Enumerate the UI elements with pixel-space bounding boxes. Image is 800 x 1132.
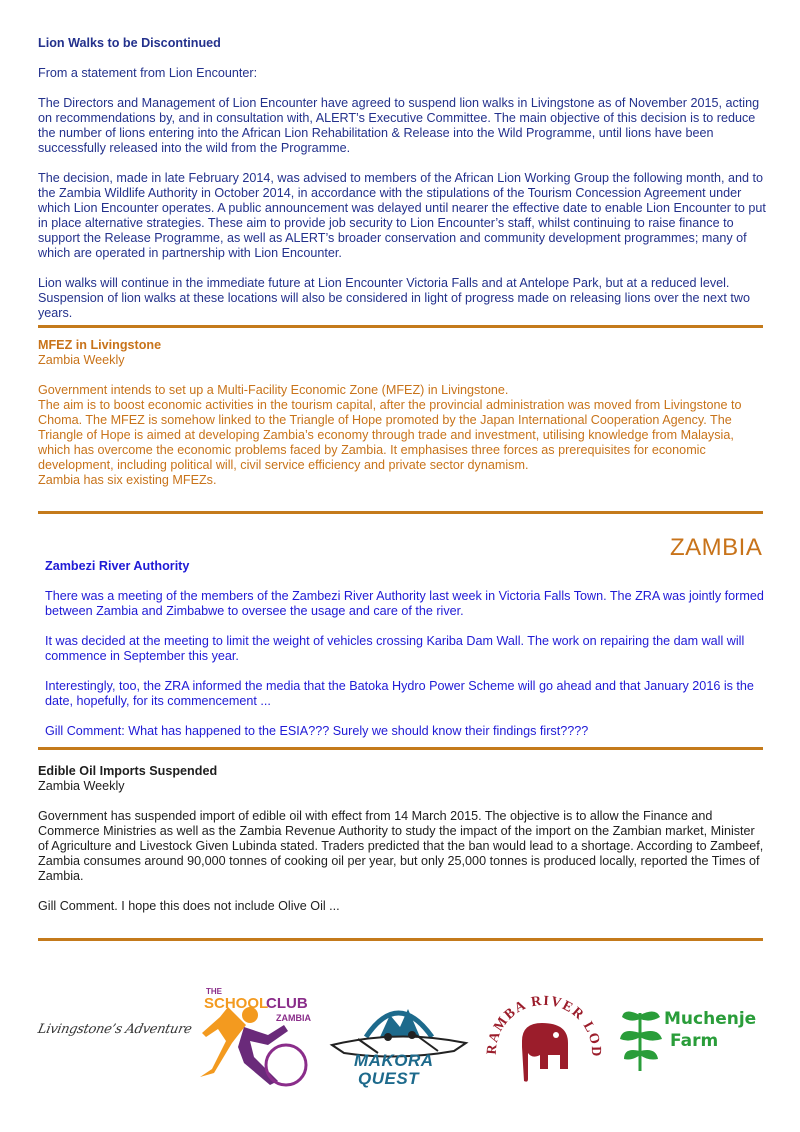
article-source: Zambia Weekly <box>38 353 125 367</box>
logo-text: QUEST <box>358 1069 420 1088</box>
logo-text: CLUB <box>266 995 308 1012</box>
livingstones-adventure-logo <box>36 1020 194 1050</box>
sponsor-logos <box>0 975 800 1095</box>
muchenje-farm-logo <box>620 1003 760 1078</box>
region-heading: ZAMBIA <box>670 534 763 561</box>
article-line: Government intends to set up a Multi-Facility Economic Zone (MFEZ) in Livingstone. <box>38 383 509 397</box>
article-line: The aim is to boost economic activities in the tourism capital, after the provincial administration was moved from Livingstone to Choma. The MFEZ is somehow linked to the Triangle of Hope promoted by the Japan International Cooperation Agency. The Triangle of Hope is aimed at developing Zambia’s economy through trade and investment, utilising knowledge from Malaysia, which has overcome the economic problems faced by Zambia. It emphasises three forces as prerequisites for economic development, including political will, civil service efficiency and private sector dynamism. <box>38 398 742 472</box>
article-mfez <box>38 338 768 488</box>
leaf-icon <box>620 1003 662 1073</box>
section-divider <box>38 325 763 328</box>
article-lion-walks <box>38 36 768 321</box>
article-paragraph: The Directors and Management of Lion Encounter have agreed to suspend lion walks in Livingstone as of November 2015, acting on recommendations by, and in consultation with, ALERT’s Executive Committee. The main objective of this decision is to reduce the number of lions entering into the African Lion Rehabilitation & Release into the Wild Programme, until lions have been successfully released into the wild from the Programme. <box>38 96 760 155</box>
logo-text: RAMBA RIVER LOD <box>484 993 604 1058</box>
article-paragraph: Government has suspended import of edible oil with effect from 14 March 2015. The objective is to allow the Finance and Commerce Ministries as well as the Zambia Revenue Authority to study the impact of the import on the Zambian market, Minister of Agriculture and Livestock Given Lubinda stated. Traders predicted that the ban would lead to a shortage. According to Zambeef, Zambia consumes around 90,000 tonnes of cooking oil per year, but only 25,000 tonnes is produced locally, reported the Times of Zambia. <box>38 809 764 883</box>
article-paragraph: The decision, made in late February 2014, was advised to members of the African Lion Working Group the following month, and to the Zambia Wildlife Authority in October 2014, in accordance with the stipulations of the Tourism Concession Agreement under which Lion Encounter operates. A public announcement was delayed until nearer the effective date to enable Lion Encounter to put in place alternative strategies. These aim to provide job security to Lion Encounter’s staff, whilst continuing to raise finance to support the Release Programme, as well as ALERT’s broader conservation and community development programmes; many of which are operated in partnership with Lion Encounter. <box>38 171 766 260</box>
article-edible-oil <box>38 764 768 914</box>
section-divider <box>38 747 763 750</box>
article-paragraph: It was decided at the meeting to limit the weight of vehicles crossing Kariba Dam Wall. The work on repairing the dam wall will commence in September this year. <box>45 634 745 663</box>
article-title: Zambezi River Authority <box>45 559 190 573</box>
article-title: MFEZ in Livingstone <box>38 338 162 352</box>
maramba-river-lodge-logo <box>482 983 606 1093</box>
article-paragraph: There was a meeting of the members of the Zambezi River Authority last week in Victoria Falls Town. The ZRA was jointly formed between Zambia and Zimbabwe to oversee the usage and care of the river. <box>45 589 764 618</box>
logo-text: ZAMBIA <box>276 1013 311 1023</box>
logo-text: Livingstone’s Adventure <box>36 1022 194 1037</box>
section-divider <box>38 938 763 941</box>
logo-text: SCHOOL <box>204 995 269 1012</box>
article-source: Zambia Weekly <box>38 779 125 793</box>
elephant-icon <box>482 983 606 1093</box>
article-paragraph: Gill Comment: What has happened to the ESIA??? Surely we should know their findings first???? <box>45 724 589 738</box>
logo-text: MAKORA <box>354 1051 434 1070</box>
logo-text: Farm <box>670 1031 719 1051</box>
section-divider <box>38 511 763 514</box>
logo-text: Muchenje <box>664 1009 757 1029</box>
article-paragraph: Lion walks will continue in the immediate future at Lion Encounter Victoria Falls and at Antelope Park, but at a reduced level. Suspension of lion walks at these locations will also be considered in light of progress made on releasing lions over the next two years. <box>38 276 750 320</box>
article-title: Lion Walks to be Discontinued <box>38 36 221 50</box>
article-paragraph: Interestingly, too, the ZRA informed the media that the Batoka Hydro Power Scheme will go ahead and that January 2016 is the date, hopefully, for its commencement ... <box>45 679 754 708</box>
article-paragraph: Gill Comment. I hope this does not include Olive Oil ... <box>38 899 340 913</box>
school-club-zambia-logo <box>188 985 328 1090</box>
article-paragraph: From a statement from Lion Encounter: <box>38 66 258 80</box>
article-zambezi <box>45 559 770 739</box>
article-title: Edible Oil Imports Suspended <box>38 764 218 778</box>
makora-quest-logo <box>328 987 470 1092</box>
article-line: Zambia has six existing MFEZs. <box>38 473 217 487</box>
logo-text: THE <box>206 987 222 996</box>
